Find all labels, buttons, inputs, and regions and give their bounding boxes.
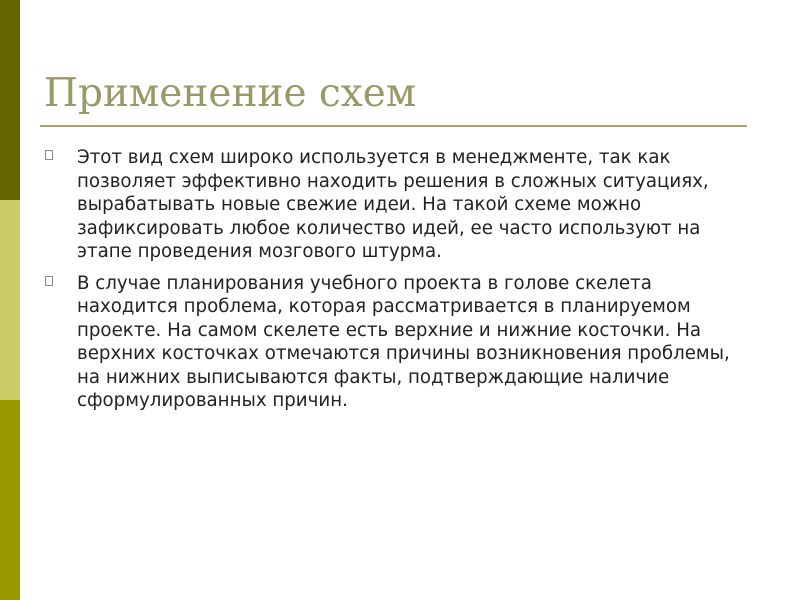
left-bar-segment-bottom [0,400,20,600]
left-bar-segment-middle [0,200,20,400]
slide-content [44,146,754,421]
bullet-text: Этот вид схем широко используется в менеджменте, так как позволяет эффективно находить решения в сложных ситуациях, вырабатывать новые свежие идеи. На такой схеме можно зафиксировать любое количество идей, ее часто используют на этапе проведения мозгового штурма. [77,147,709,262]
left-bar-segment-top [0,0,20,200]
bullet-text: В случае планирования учебного проекта в голове скелета находится проблема, которая рассматривается в планируемом проекте. На самом скелете есть верхние и нижние косточки. На верхних косточках отмечаются причины возникновения проблемы, на нижних выписываются факты, подтверждающие наличие сформулированных причин. [77,272,730,411]
bullet-marker-icon [45,150,53,160]
bullet-item [44,272,754,413]
bullet-item [44,146,754,264]
left-decorative-bar [0,0,20,600]
title-divider [40,125,747,127]
slide-title: Применение схем [44,71,417,116]
bullet-marker-icon [45,276,53,286]
